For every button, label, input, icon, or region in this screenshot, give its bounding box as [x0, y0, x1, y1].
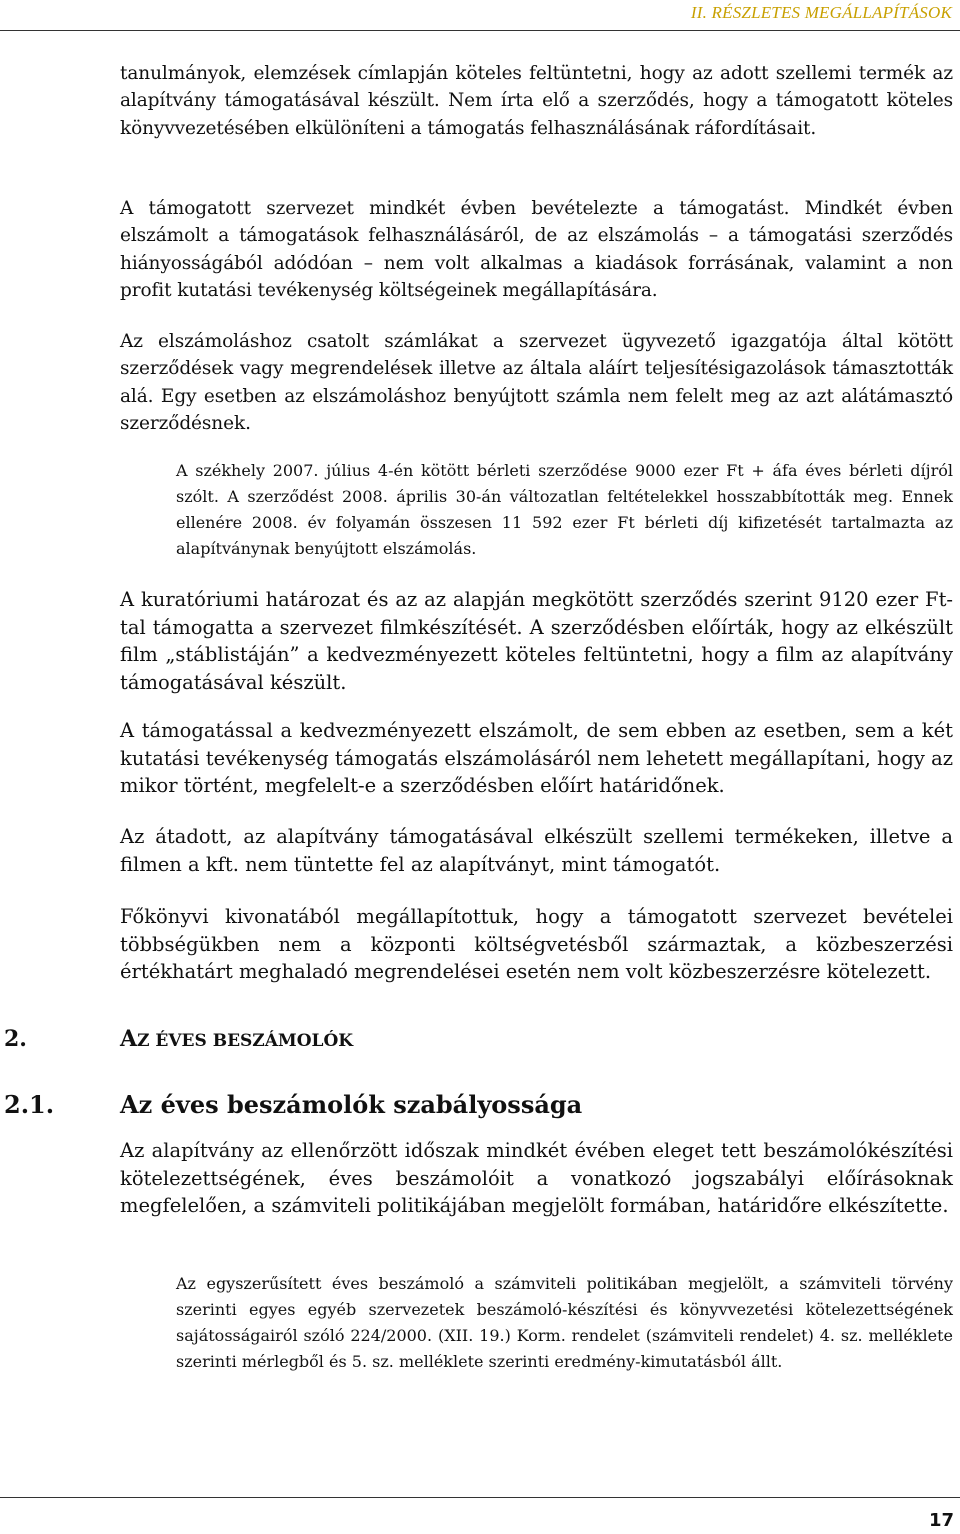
running-header: II. RÉSZLETES MEGÁLLAPÍTÁSOK	[690, 3, 952, 22]
footer-divider	[0, 1497, 960, 1498]
body-paragraph: Főkönyvi kivonatából megállapítottuk, hogy a támogatott szervezet bevételei többségükben nem a központi költségvetésből származtak, a közbeszerzési értékhatárt meghaladó megrendelései esetén nem volt közbeszerzésre kötelezett.	[120, 905, 953, 983]
header-divider	[0, 30, 960, 31]
body-paragraph: Az átadott, az alapítvány támogatásával elkészült szellemi termékeken, illetve a filmen a kft. nem tüntette fel az alapítványt, mint támogatót.	[120, 825, 953, 876]
body-paragraph: tanulmányok, elemzések címlapján köteles feltüntetni, hogy az adott szellemi termék az alapítvány támogatásával készült. Nem írta elő a szerződés, hogy a támogatott köteles könyvvezetésében elkülöníteni a támogatás felhasználásának ráfordításait.	[120, 63, 953, 139]
body-paragraph: Az alapítvány az ellenőrzött időszak mindkét évében eleget tett beszámolókészítési kötelezettségének, éves beszámolóit a vonatkozó jogszabályi előírásoknak megfelelően, a számviteli politikájában megjelölt formában, határidőre elkészítette.	[120, 1139, 953, 1217]
indented-note: Az egyszerűsített éves beszámoló a számviteli politikában megjelölt, a számviteli törvény szerinti egyes egyéb szervezetek beszámoló-készítési és könyvvezetési kötelezettségének sajátosságairól szóló 224/2000. (XII. 19.) Korm. rendelet (számviteli rendelet) 4. sz. melléklete szerinti mérlegből és 5. sz. melléklete szerinti eredmény-kimutatásból állt.	[176, 1274, 953, 1371]
subsection-heading	[0, 1090, 700, 1124]
section-title	[120, 1026, 353, 1052]
body-paragraph: A támogatással a kedvezményezett elszámolt, de sem ebben az esetben, sem a két kutatási tevékenység támogatás elszámolásáról nem lehetett megállapítani, hogy az mikor történt, megfelelt-e a szerződésben előírt határidőnek.	[120, 719, 953, 797]
section-number: 2.	[4, 1026, 27, 1052]
body-paragraph: A támogatott szervezet mindkét évben bevételezte a támogatást. Mindkét évben elszámolt a támogatások felhasználásáról, de az elszámolás – a támogatási szerződés hiányosságából adódóan – nem volt alkalmas a kiadások forrásának, valamint a non profit kutatási tevékenység költségeinek megállapítására.	[120, 198, 953, 302]
section-title-initial: A	[120, 1026, 138, 1052]
subsection-title: Az éves beszámolók szabályossága	[120, 1090, 583, 1119]
indented-note: A székhely 2007. július 4-én kötött bérleti szerződése 9000 ezer Ft + áfa éves bérleti díjról szólt. A szerződést 2008. április 30-án változatlan feltételekkel hosszabbították meg. Ennek ellenére 2008. év folyamán összesen 11 592 ezer Ft bérleti díj kifizetését tartalmazta az alapítványnak benyújtott elszámolás.	[176, 461, 953, 558]
section-title-rest: Z ÉVES BESZÁMOLÓK	[137, 1031, 354, 1051]
body-paragraph: Az elszámoláshoz csatolt számlákat a szervezet ügyvezető igazgatója által kötött szerződések vagy megrendelések illetve az általa aláírt teljesítésigazolások támasztották alá. Egy esetben az elszámoláshoz benyújtott számla nem felelt meg az azt alátámasztó szerződésnek.	[120, 331, 953, 435]
body-paragraph: A kuratóriumi határozat és az az alapján megkötött szerződés szerint 9120 ezer Ft-tal támogatta a szervezet filmkészítését. A szerződésben előírták, hogy az elkészült film „stáblistáján” a kedvezményezett köteles feltüntetni, hogy a film az alapítvány támogatásával készült.	[120, 588, 953, 694]
section-heading	[0, 1026, 700, 1056]
subsection-number: 2.1.	[4, 1090, 55, 1119]
page-number: 17	[928, 1510, 954, 1531]
